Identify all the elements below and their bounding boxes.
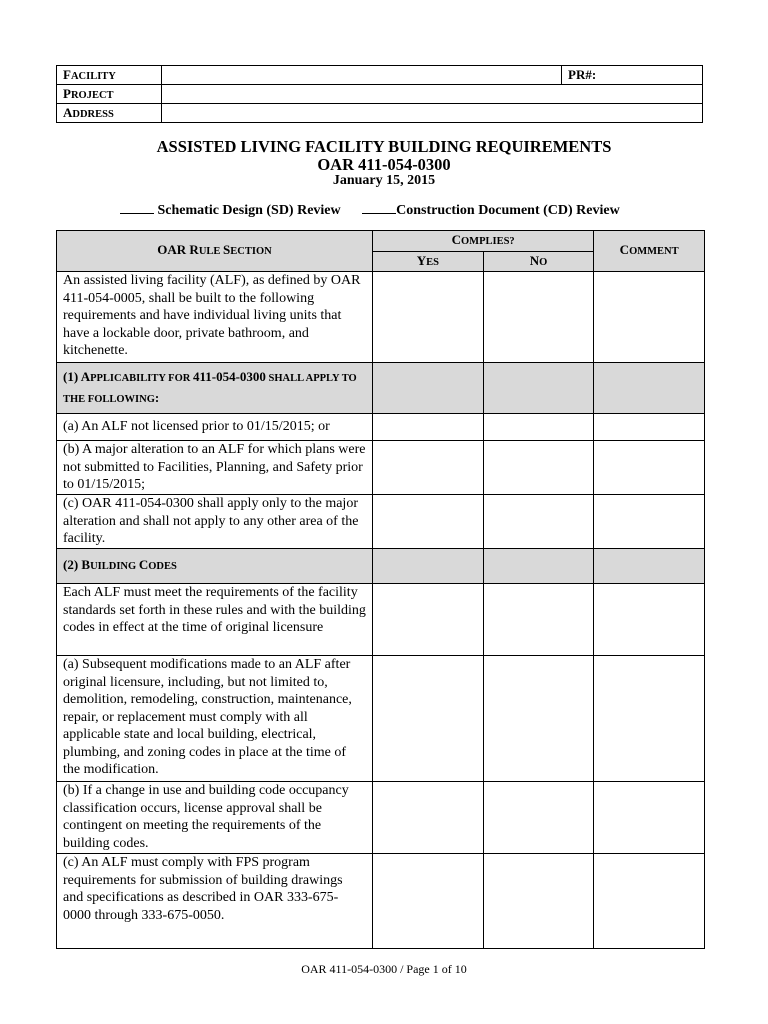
table-row (57, 584, 705, 656)
pr-number-field[interactable] (562, 66, 703, 85)
no-cell[interactable] (483, 495, 594, 549)
document-subtitle: OAR 411-054-0300 (317, 155, 451, 174)
review-type-selector (120, 200, 620, 220)
facility-info-table (56, 65, 703, 123)
table-header-row (57, 231, 705, 252)
rule-text: (b) If a change in use and building code occupancy classification occurs, license approval shall be contingent on meeting the requirements of the building codes. (57, 782, 373, 854)
address-label: ADDRESS (57, 104, 162, 123)
table-row (57, 414, 705, 441)
comment-cell[interactable] (594, 782, 705, 854)
facility-field[interactable] (162, 66, 562, 85)
rule-text: An assisted living facility (ALF), as defined by OAR 411-054-0005, shall be built to the following requirements and have individual living units that have a lockable door, private bathroom, and kitchenette. (57, 272, 373, 363)
rule-section-header: OAR RULE SECTION (57, 231, 373, 272)
yes-header: YES (373, 251, 484, 272)
section-row-building-codes (57, 549, 705, 584)
no-cell[interactable] (483, 272, 594, 363)
comment-cell[interactable] (594, 441, 705, 495)
comment-cell[interactable] (594, 656, 705, 782)
section-row-applicability (57, 363, 705, 414)
no-cell[interactable] (483, 584, 594, 656)
comment-cell[interactable] (594, 854, 705, 949)
cd-review-blank[interactable] (362, 200, 396, 214)
yes-cell[interactable] (373, 584, 484, 656)
page-footer: OAR 411-054-0300 / Page 1 of 10 (301, 962, 467, 976)
yes-cell (373, 549, 484, 584)
yes-cell (373, 363, 484, 414)
yes-cell[interactable] (373, 854, 484, 949)
project-field[interactable] (162, 85, 703, 104)
facility-label: FACILITY (57, 66, 162, 85)
no-cell[interactable] (483, 656, 594, 782)
comment-header: COMMENT (594, 231, 705, 272)
table-row (57, 495, 705, 549)
comment-cell[interactable] (594, 584, 705, 656)
complies-header: COMPLIES? (373, 231, 594, 252)
rule-text: (a) An ALF not licensed prior to 01/15/2015; or (57, 414, 373, 441)
yes-cell[interactable] (373, 782, 484, 854)
no-header: NO (483, 251, 594, 272)
table-row (57, 272, 705, 363)
table-row (57, 782, 705, 854)
yes-cell[interactable] (373, 441, 484, 495)
comment-cell[interactable] (594, 272, 705, 363)
no-cell (483, 549, 594, 584)
no-cell[interactable] (483, 854, 594, 949)
requirements-table (56, 230, 705, 949)
document-date: January 15, 2015 (332, 173, 436, 188)
pr-label: PR#: (568, 67, 597, 82)
comment-cell[interactable] (594, 414, 705, 441)
rule-text: Each ALF must meet the requirements of the facility standards set forth in these rules and with the building codes in effect at the time of original licensure (57, 584, 373, 656)
rule-text: (c) An ALF must comply with FPS program requirements for submission of building drawings and specifications as described in OAR 333-675-0000 through 333-675-0050. (57, 854, 373, 949)
document-title: ASSISTED LIVING FACILITY BUILDING REQUIREMENTS (156, 137, 612, 156)
comment-cell[interactable] (594, 495, 705, 549)
project-label: PROJECT (57, 85, 162, 104)
section-heading: (1) APPLICABILITY FOR 411-054-0300 SHALL APPLY TO THE FOLLOWING: (57, 363, 373, 414)
no-cell (483, 363, 594, 414)
yes-cell[interactable] (373, 414, 484, 441)
yes-cell[interactable] (373, 495, 484, 549)
yes-cell[interactable] (373, 656, 484, 782)
table-row (57, 656, 705, 782)
table-row (57, 854, 705, 949)
address-field[interactable] (162, 104, 703, 123)
no-cell[interactable] (483, 414, 594, 441)
no-cell[interactable] (483, 782, 594, 854)
no-cell[interactable] (483, 441, 594, 495)
yes-cell[interactable] (373, 272, 484, 363)
comment-cell (594, 363, 705, 414)
table-row (57, 441, 705, 495)
sd-review-blank[interactable] (120, 200, 154, 214)
cd-review-label: Construction Document (CD) Review (396, 203, 620, 218)
section-heading: (2) BUILDING CODES (57, 549, 373, 584)
comment-cell (594, 549, 705, 584)
rule-text: (b) A major alteration to an ALF for which plans were not submitted to Facilities, Planning, and Safety prior to 01/15/2015; (57, 441, 373, 495)
rule-text: (a) Subsequent modifications made to an ALF after original licensure, including, but not limited to, demolition, remodeling, construction, maintenance, repair, or replacement must comply with all applicable state and local building, electrical, plumbing, and zoning codes in place at the time of the modification. (57, 656, 373, 782)
rule-text: (c) OAR 411-054-0300 shall apply only to the major alteration and shall not apply to any other area of the facility. (57, 495, 373, 549)
sd-review-label: Schematic Design (SD) Review (157, 203, 341, 218)
